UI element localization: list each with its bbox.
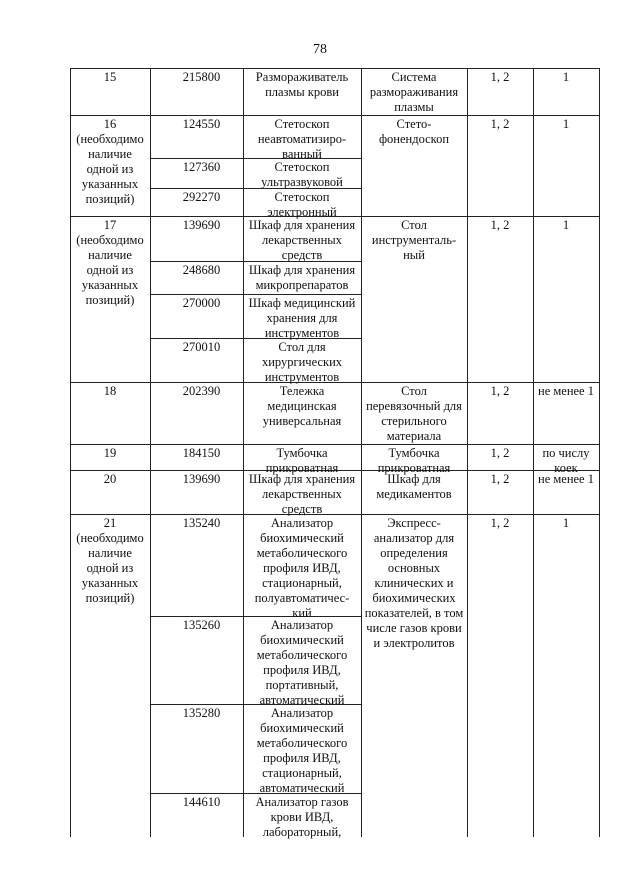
code-cell: 184150 — [182, 446, 221, 460]
equipment-name-cell: Стетоскоп неавтоматизиро-ванный — [257, 117, 347, 161]
quantity-cell: не менее 1 — [538, 384, 594, 398]
equipment-name-cell: Анализатор биохимический метаболического профиля ИВД, стационарный, полуавтоматичес-кий — [254, 516, 350, 620]
quantity-cell: не менее 1 — [538, 472, 594, 486]
standard-name-cell: Тумбочка прикроватная — [377, 446, 451, 475]
code-cell: 139690 — [182, 218, 221, 232]
row-number-cell: 18 — [103, 384, 117, 398]
code-cell: 124550 — [182, 117, 221, 131]
row-number-cell: 20 — [103, 472, 117, 486]
quantity-cell: 1 — [562, 70, 570, 84]
column-border — [243, 68, 244, 837]
row-number-cell: 15 — [103, 70, 117, 84]
standard-name-cell: Экспресс-анализатор для определения основных клинических и биохимических показателей, в том числе газов крови и электролитов — [364, 516, 464, 650]
equipment-name-cell: Шкаф для хранения лекарственных средств — [248, 218, 356, 262]
code-cell: 270000 — [182, 296, 221, 310]
indication-cell: 1, 2 — [490, 218, 510, 232]
row-border — [70, 115, 600, 116]
indication-cell: 1, 2 — [490, 516, 510, 530]
code-cell: 135260 — [182, 618, 221, 632]
equipment-name-cell: Шкаф медицинский хранения для инструментов — [248, 296, 356, 340]
code-cell: 215800 — [182, 70, 221, 84]
code-cell: 127360 — [182, 160, 221, 174]
code-cell: 135240 — [182, 516, 221, 530]
equipment-name-cell: Стетоскоп электронный — [267, 190, 337, 219]
standard-name-cell: Шкаф для медикаментов — [376, 472, 452, 501]
quantity-cell: 1 — [562, 117, 570, 131]
code-cell: 202390 — [182, 384, 221, 398]
quantity-cell: по числу коек — [542, 446, 590, 475]
equipment-name-cell: Тумбочка прикроватная — [265, 446, 339, 475]
code-cell: 144610 — [182, 795, 221, 809]
column-border — [150, 68, 151, 837]
indication-cell: 1, 2 — [490, 70, 510, 84]
indication-cell: 1, 2 — [490, 446, 510, 460]
standard-name-cell: Стол перевязочный для стерильного материала — [366, 384, 462, 443]
code-cell: 139690 — [182, 472, 221, 486]
row-number-cell: 17 (необходимо наличие одной из указанных позиций) — [76, 218, 144, 307]
column-border — [70, 68, 71, 837]
row-border — [70, 68, 600, 69]
code-cell: 292270 — [182, 190, 221, 204]
standard-name-cell: Система размораживания плазмы — [369, 70, 459, 114]
quantity-cell: 1 — [562, 516, 570, 530]
indication-cell: 1, 2 — [490, 472, 510, 486]
row-border — [70, 444, 600, 445]
equipment-name-cell: Тележка медицинская универсальная — [262, 384, 342, 428]
code-cell: 270010 — [182, 340, 221, 354]
column-border — [467, 68, 468, 837]
standard-name-cell: Стето-фонендоскоп — [378, 117, 450, 146]
equipment-name-cell: Анализатор биохимический метаболического профиля ИВД, стационарный, автоматический — [256, 706, 348, 795]
equipment-name-cell: Размораживатель плазмы крови — [255, 70, 349, 99]
code-cell: 248680 — [182, 263, 221, 277]
equipment-name-cell: Анализатор газов крови ИВД, лабораторный, — [255, 795, 349, 839]
row-number-cell: 16 (необходимо наличие одной из указанных позиций) — [76, 117, 144, 206]
equipment-name-cell: Стол для хирургических инструментов — [261, 340, 343, 384]
row-number-cell: 21 (необходимо наличие одной из указанных позиций) — [76, 516, 144, 605]
row-number-cell: 19 — [103, 446, 117, 460]
equipment-name-cell: Шкаф для хранения микропрепаратов — [248, 263, 356, 292]
subrow-border — [150, 294, 361, 295]
equipment-name-cell: Шкаф для хранения лекарственных средств — [248, 472, 356, 516]
equipment-name-cell: Стетоскоп ультразвуковой — [261, 160, 343, 189]
column-border — [533, 68, 534, 837]
indication-cell: 1, 2 — [490, 117, 510, 131]
indication-cell: 1, 2 — [490, 384, 510, 398]
column-border — [599, 68, 600, 837]
code-cell: 135280 — [182, 706, 221, 720]
quantity-cell: 1 — [562, 218, 570, 232]
equipment-name-cell: Анализатор биохимический метаболического профиля ИВД, портативный, автоматический — [256, 618, 348, 707]
standard-name-cell: Стол инструменталь-ный — [371, 218, 457, 262]
page-number: 78 — [313, 42, 327, 57]
column-border — [361, 68, 362, 837]
